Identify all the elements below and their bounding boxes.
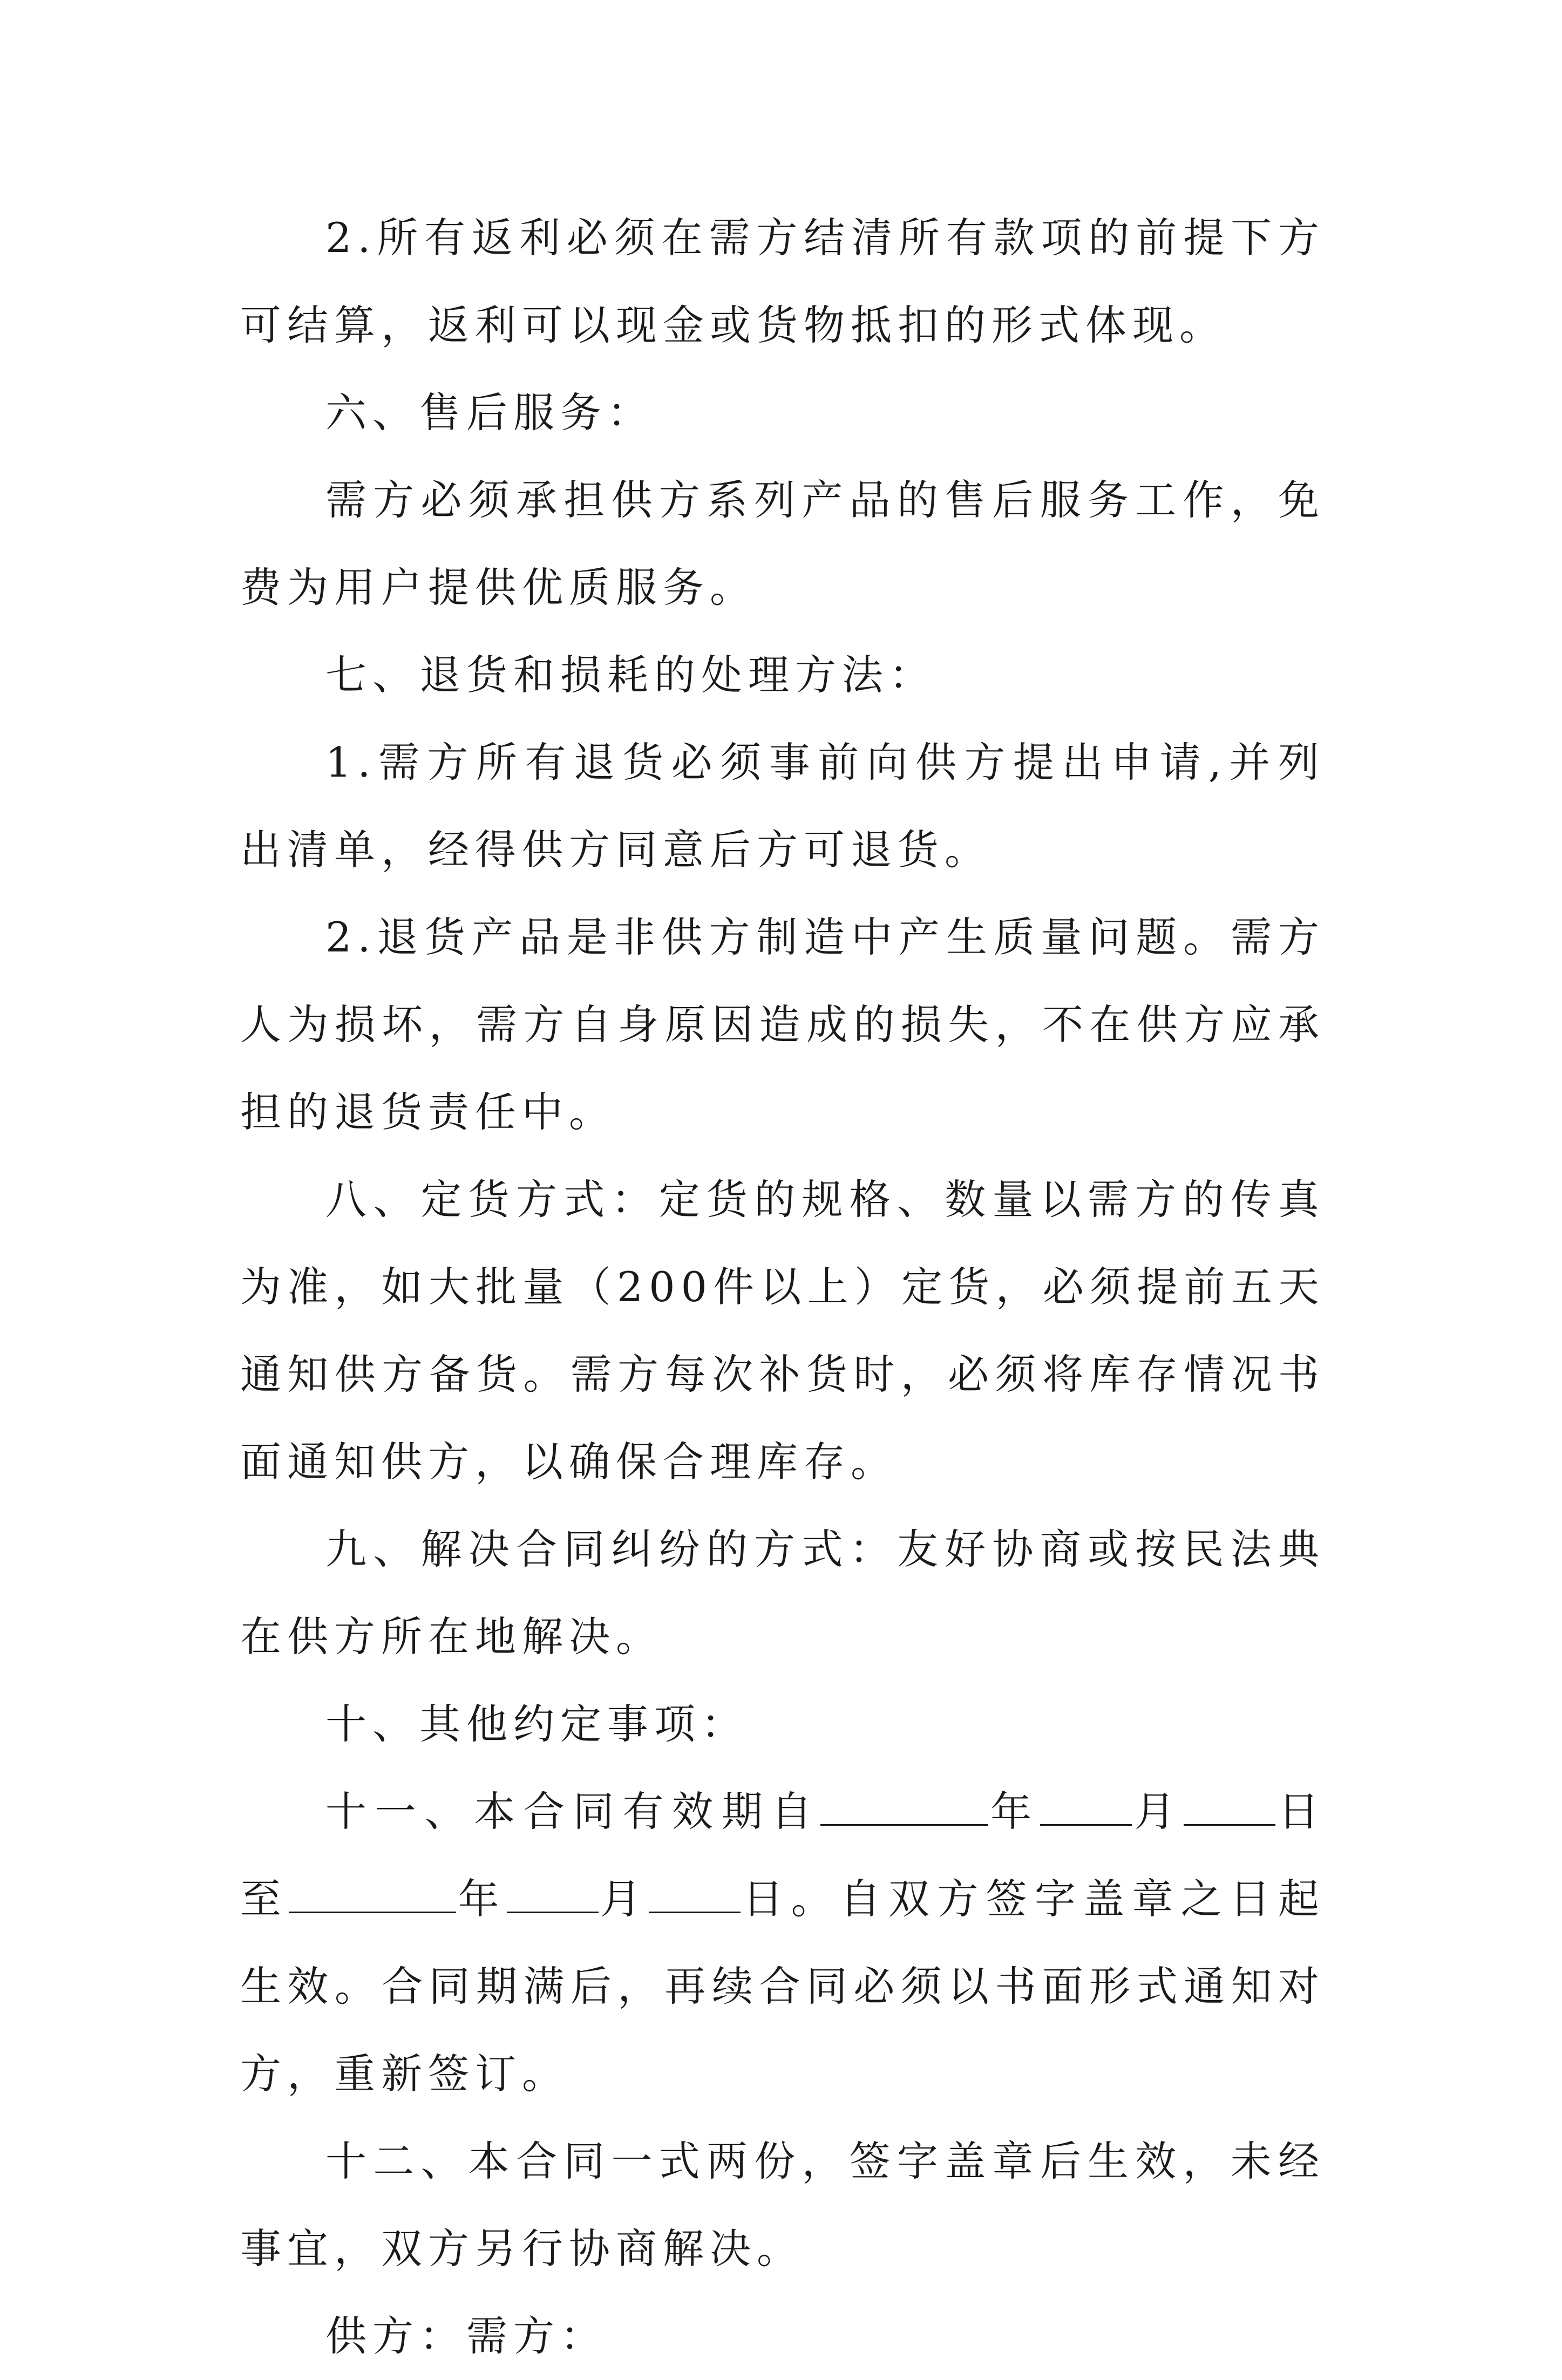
clause-ordering: 八、定货方式：定货的规格、数量以需方的传真为准，如大批量（200件以上）定货，必须提前五天通知供方备货。需方每次补货时，必须将库存情况书面通知供方，以确保合理库存。 (240, 1175, 1325, 1486)
clause-term (240, 1768, 1325, 2118)
signature-parties: 供方：需方： (325, 2312, 607, 2360)
clause-return-quality: 2.退货产品是非供方制造中产生质量问题。需方人为损坏，需方自身原因造成的损失，不在供方应承担的退货责任中。 (240, 913, 1325, 1136)
term-month-2: 月 (598, 1875, 649, 1923)
clause-copies: 十二、本合同一式两份，签字盖章后生效，未经事宜，双方另行协商解决。 (240, 2137, 1325, 2273)
start-year-blank (820, 1791, 988, 1826)
clause-return-application: 1.需方所有退货必须事前向供方提出申请,并列出清单，经得供方同意后方可退货。 (240, 738, 1325, 874)
end-month-blank (507, 1878, 599, 1913)
clause-rebate-settlement: 2.所有返利必须在需方结清所有款项的前提下方可结算，返利可以现金或货物抵扣的形式体现。 (240, 214, 1325, 349)
term-lead: 十一、本合同有效期自 (325, 1787, 821, 1835)
heading-returns: 七、退货和损耗的处理方法： (325, 651, 936, 699)
heading-other-matters: 十、其他约定事项： (325, 1700, 748, 1748)
heading-after-sales: 六、售后服务： (325, 389, 654, 437)
term-day-to: 日至 (240, 1787, 1326, 1923)
end-day-blank (649, 1878, 741, 1913)
end-year-blank (289, 1878, 456, 1913)
term-month-1: 月 (1131, 1787, 1184, 1835)
term-year-2: 年 (456, 1875, 507, 1923)
start-day-blank (1184, 1791, 1275, 1826)
start-month-blank (1040, 1791, 1132, 1826)
clause-after-sales: 需方必须承担供方系列产品的售后服务工作，免费为用户提供优质服务。 (240, 476, 1325, 611)
term-tail: 日。自双方签字盖章之日起生效。合同期满后，再续合同必须以书面形式通知对方，重新签订。 (240, 1875, 1326, 2098)
term-year-1: 年 (988, 1787, 1040, 1835)
document-page (240, 194, 1325, 2380)
clause-disputes: 九、解决合同纠纷的方式：友好协商或按民法典在供方所在地解决。 (240, 1525, 1325, 1661)
